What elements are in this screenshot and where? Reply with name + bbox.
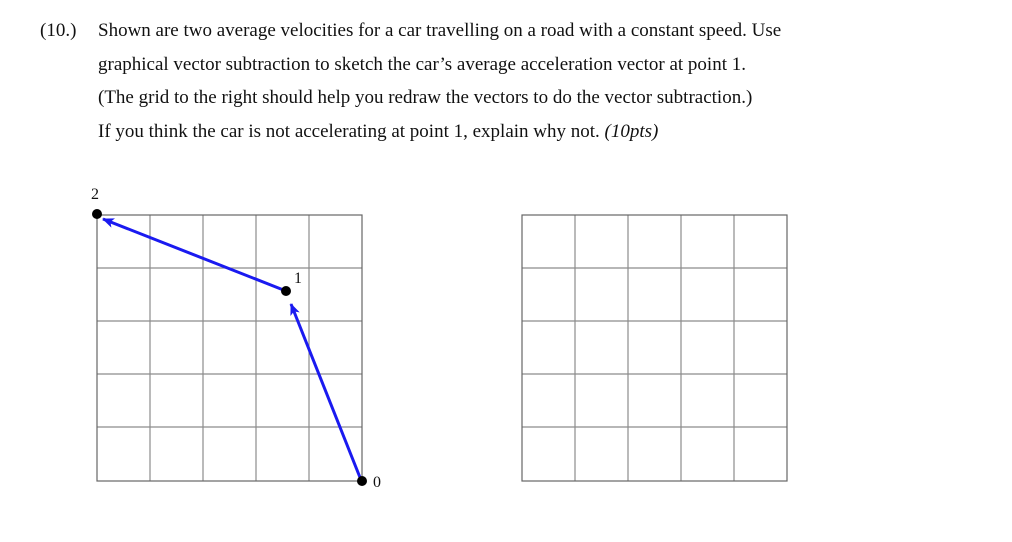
point-2-dot — [92, 209, 102, 219]
right-grid-border — [522, 215, 787, 481]
problem-line-4-text: If you think the car is not accelerating at point 1, explain why not. — [98, 120, 600, 142]
point-1-label: 1 — [294, 270, 302, 287]
point-0-dot — [357, 476, 367, 486]
right-grid — [522, 215, 787, 481]
problem-line-1: Shown are two average velocities for a car travelling on a road with a constant speed. Use — [98, 20, 782, 41]
point-0-label: 0 — [373, 474, 381, 491]
velocity-vector-0-to-1 — [291, 304, 361, 480]
point-2-label: 2 — [91, 186, 99, 203]
points-value: (10pts) — [604, 120, 659, 142]
problem-line-2: graphical vector subtraction to sketch the car’s average acceleration vector at point 1. — [98, 53, 746, 75]
left-grid — [97, 215, 362, 481]
problem-line-3: (The grid to the right should help you redraw the vectors to do the vector subtraction.) — [98, 87, 753, 108]
point-1-dot — [281, 286, 291, 296]
left-grid-border — [97, 215, 362, 481]
problem-number: (10.) — [40, 20, 77, 41]
velocity-vector-1-to-2 — [103, 219, 286, 291]
